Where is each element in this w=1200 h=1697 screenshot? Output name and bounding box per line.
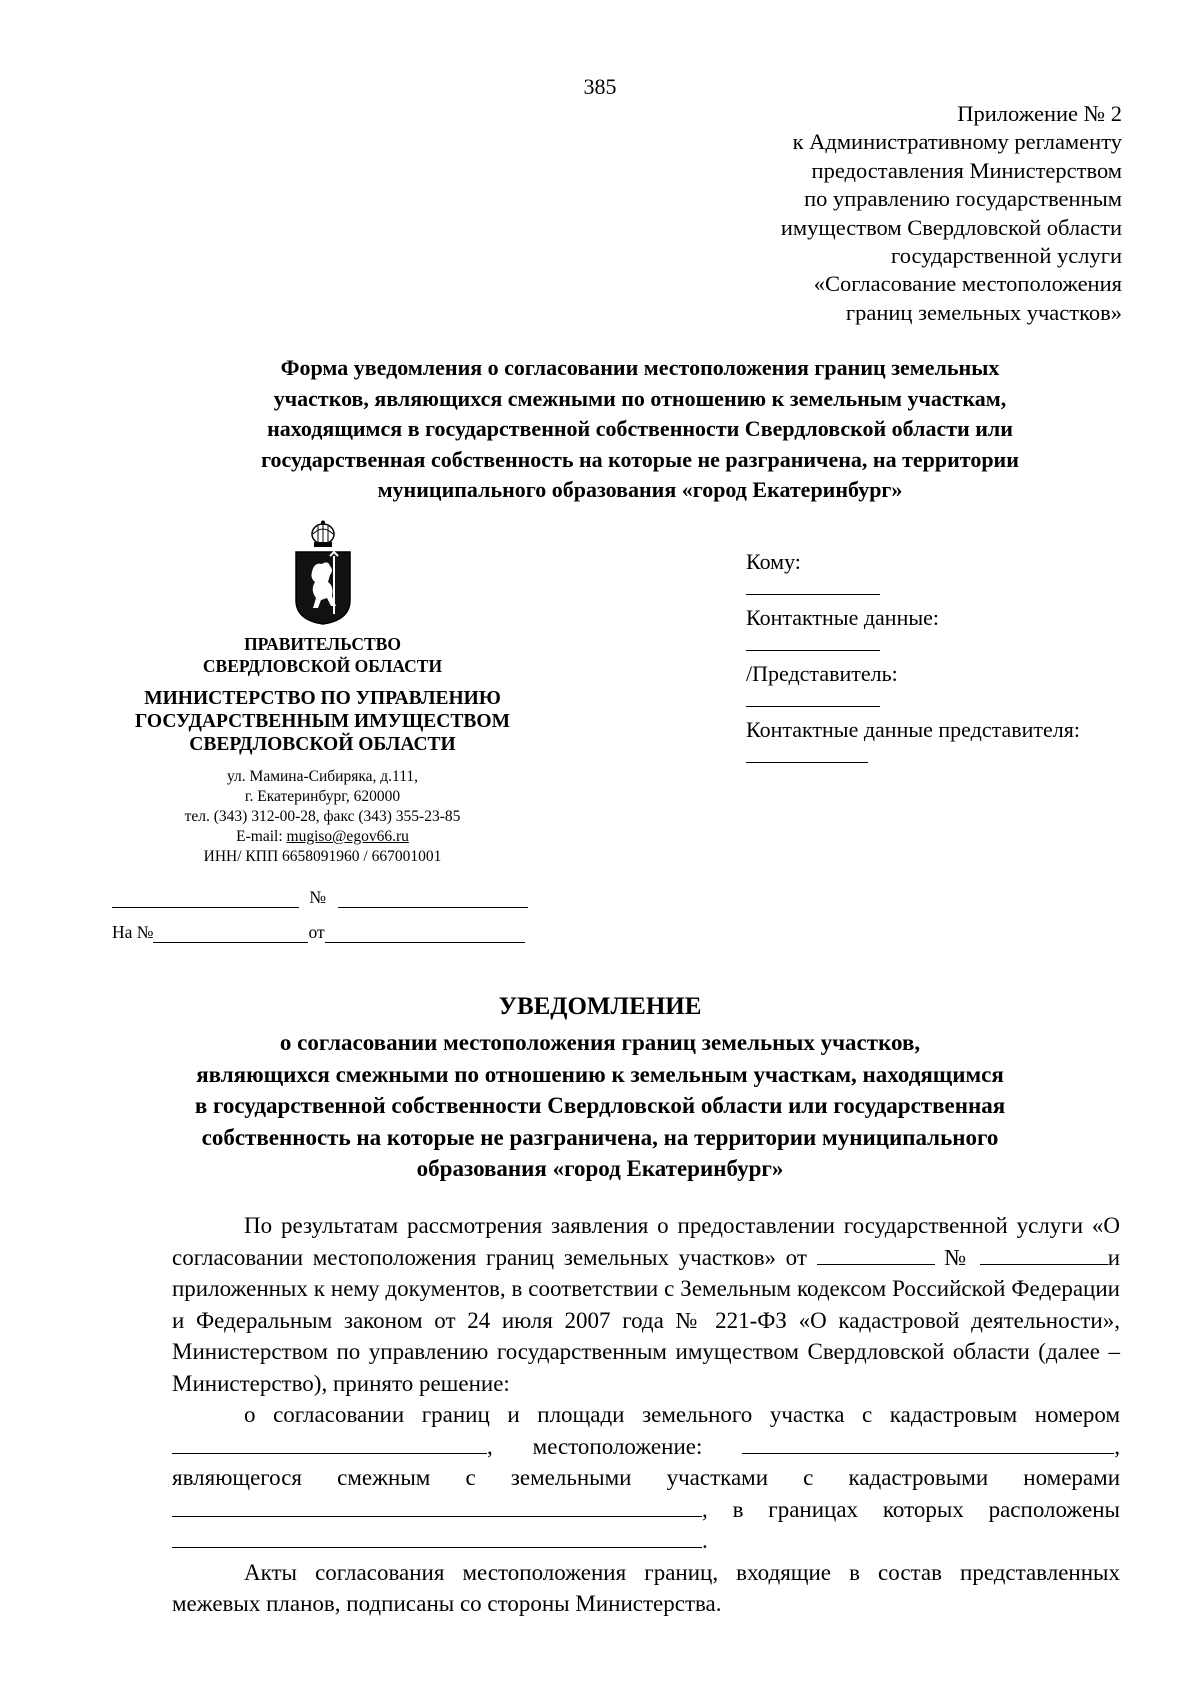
government-line: ПРАВИТЕЛЬСТВО <box>244 634 401 654</box>
coat-of-arms-icon <box>288 520 358 625</box>
form-title-line: муниципального образования «город Екатеринбург» <box>377 477 903 502</box>
to-label: Кому: <box>746 549 801 574</box>
address-city: г. Екатеринбург, 620000 <box>244 788 401 805</box>
form-title-line: государственная собственность на которые не разграничена, на территории <box>261 446 1019 472</box>
to-field[interactable] <box>746 594 880 595</box>
paragraph-decision-basis <box>172 1210 1120 1399</box>
notice-subtitle-line: о согласовании местоположения границ земельных участков, <box>279 1030 921 1055</box>
p2-text-d: , в границах которых расположены <box>702 1496 1120 1522</box>
p1-text-a: По результатам рассмотрения заявления о предоставлении государственной услуги «О согласовании местоположения границ земельных участков» от <box>172 1213 1120 1270</box>
adjacent-cadastral-numbers-field[interactable] <box>172 1496 702 1517</box>
email-line <box>100 827 545 847</box>
application-date-field[interactable] <box>817 1244 935 1265</box>
page-number: 385 <box>583 74 617 99</box>
p2-end: . <box>702 1528 708 1553</box>
government-line: СВЕРДЛОВСКОЙ ОБЛАСТИ <box>202 656 443 676</box>
outgoing-number-line <box>112 887 542 909</box>
form-title-line: находящимся в государственной собственности Свердловской области или <box>267 416 1013 441</box>
recipient-contacts <box>746 604 1080 660</box>
form-title-line: Форма уведомления о согласовании местоположения границ земельных <box>280 355 1000 380</box>
reply-number-label: На № <box>112 922 154 942</box>
government-name <box>100 633 545 677</box>
appendix-line: «Согласование местоположения <box>813 271 1122 297</box>
notice-subtitle-line: собственность на которые не разграничена, на территории муниципального <box>201 1124 999 1150</box>
ministry-name <box>100 687 545 756</box>
notice-body <box>172 1210 1120 1620</box>
reply-number-field[interactable] <box>153 924 308 943</box>
inn-kpp: ИНН/ КПП 6658091960 / 667001001 <box>203 848 442 865</box>
ministry-line: СВЕРДЛОВСКОЙ ОБЛАСТИ <box>189 734 456 755</box>
phone-fax: тел. (343) 312-00-28, факс (343) 355-23-85 <box>184 808 461 825</box>
p2-text-a: о согласовании границ и площади земельного участка с кадастровым номером <box>244 1402 1120 1427</box>
ministry-address <box>100 767 545 867</box>
appendix-line: по управлению государственным <box>804 186 1122 212</box>
cadastral-number-field[interactable] <box>172 1433 487 1454</box>
recipient-representative <box>746 660 1080 716</box>
p1-number-sign: № <box>944 1244 971 1270</box>
notice-subtitle <box>160 1027 1040 1185</box>
rep-contacts-field[interactable] <box>746 762 868 763</box>
reply-from-label: от <box>308 922 325 942</box>
notice-title: УВЕДОМЛЕНИЕ <box>498 993 702 1020</box>
contacts-field[interactable] <box>746 650 880 651</box>
paragraph-decision <box>172 1399 1120 1557</box>
p1-text-b: и приложенных к нему документов, в соответствии с Земельным кодексом Российской Федерации и Федеральным законом от 24 июля 2007 года № 221-ФЗ «О кадастровой деятельности», Министерством по управлению государственным имуществом Свердловской области (далее – Министерство), принято решение: <box>172 1244 1121 1396</box>
form-title <box>200 353 1080 506</box>
paragraph-acts: Акты согласования местоположения границ, входящие в состав представленных межевых планов, подписаны со стороны Министерства. <box>172 1559 1120 1616</box>
outgoing-number-field[interactable] <box>338 889 528 908</box>
contacts-label: Контактные данные: <box>746 605 939 630</box>
appendix-line: к Административному регламенту <box>792 129 1122 155</box>
rep-contacts-label: Контактные данные представителя: <box>746 717 1080 742</box>
reply-number-line <box>112 922 542 944</box>
outgoing-date-field[interactable] <box>112 889 299 908</box>
appendix-line: предоставления Министерством <box>811 157 1122 183</box>
location-field[interactable] <box>742 1433 1114 1454</box>
appendix-line: имуществом Свердловской области <box>780 214 1122 240</box>
email-label: E-mail: <box>236 828 287 845</box>
email-link[interactable]: mugiso@egov66.ru <box>286 828 409 845</box>
representative-field[interactable] <box>746 706 880 707</box>
representative-label: /Представитель: <box>746 661 898 686</box>
recipient-to <box>746 548 1080 604</box>
recipient-block <box>746 548 1080 772</box>
appendix-line: Приложение № 2 <box>957 101 1122 126</box>
appendix-line: границ земельных участков» <box>845 299 1122 325</box>
notice-subtitle-line: в государственной собственности Свердловской области или государственная <box>194 1093 1006 1118</box>
notice-subtitle-line: являющихся смежными по отношению к земельным участкам, находящимся <box>196 1061 1004 1087</box>
form-title-line: участков, являющихся смежными по отношению к земельным участкам, <box>273 385 1007 411</box>
number-sign: № <box>309 887 327 907</box>
recipient-rep-contacts <box>746 716 1080 772</box>
appendix-header <box>781 100 1122 327</box>
located-objects-field[interactable] <box>172 1527 702 1548</box>
letterhead <box>100 520 545 867</box>
p2-text-c: , являющегося смежным с земельными участками с кадастровыми номерами <box>172 1433 1120 1490</box>
ministry-line: ГОСУДАРСТВЕННЫМ ИМУЩЕСТВОМ <box>135 711 510 732</box>
address-street: ул. Мамина-Сибиряка, д.111, <box>226 768 418 785</box>
appendix-line: государственной услуги <box>891 243 1122 269</box>
application-number-field[interactable] <box>980 1244 1108 1265</box>
p2-text-b: , местоположение: <box>487 1433 703 1459</box>
reply-date-field[interactable] <box>325 924 525 943</box>
ministry-line: МИНИСТЕРСТВО ПО УПРАВЛЕНИЮ <box>144 688 501 709</box>
notice-subtitle-line: образования «город Екатеринбург» <box>416 1156 784 1181</box>
